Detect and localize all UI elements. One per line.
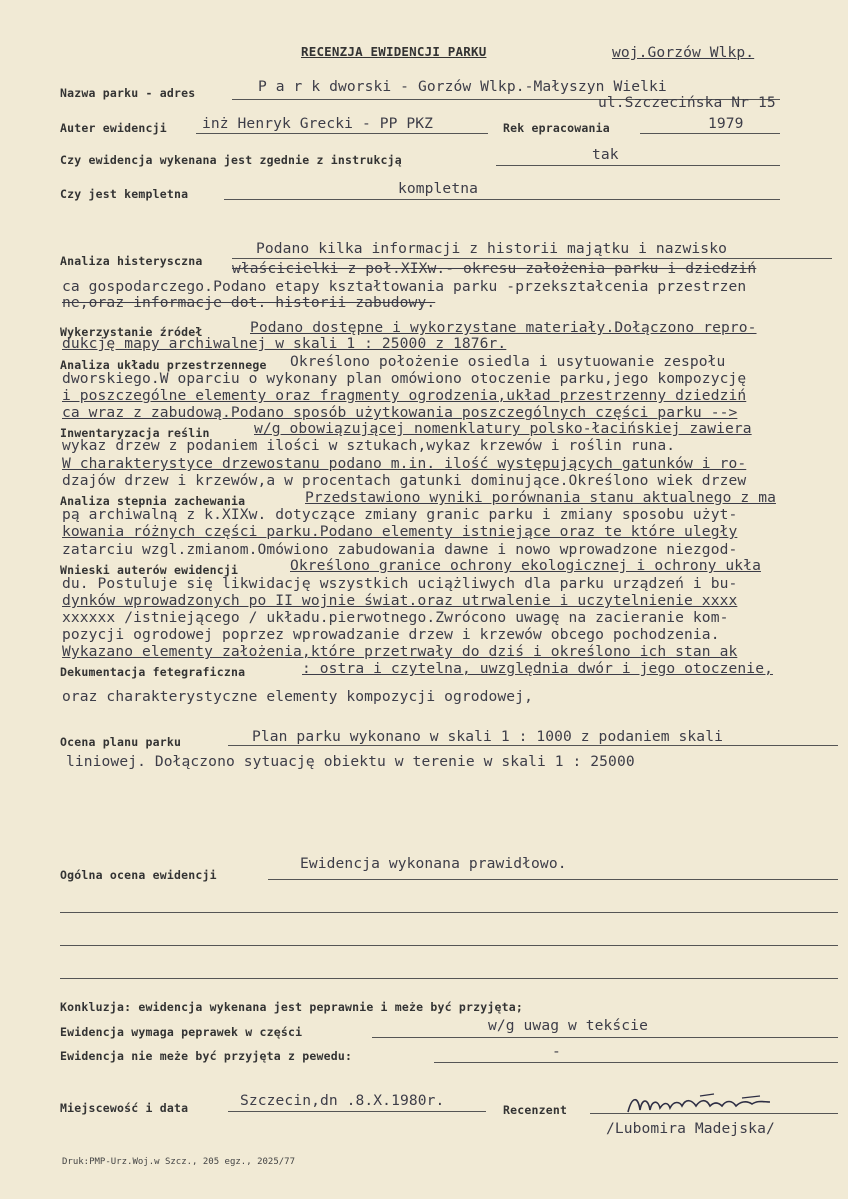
year-line (640, 133, 780, 134)
conclusion-line-2-value: w/g uwag w tekście (488, 1017, 648, 1034)
author-label: Auter ewidencji (60, 121, 167, 135)
place-label: Miejscewość i data (60, 1101, 189, 1115)
plan-label: Ocena planu parku (60, 735, 182, 749)
general-label: Ogólna ocena ewidencji (60, 868, 217, 882)
compliance-label: Czy ewidencja wykenana jest zgednie z instrukcją (60, 153, 402, 167)
form-title: RECENZJA EWIDENCJI PARKU (301, 44, 487, 59)
general-rule-2 (60, 912, 838, 913)
conclusion-line-3-value: - (552, 1043, 561, 1060)
park-name-label: Nazwa parku - adres (60, 86, 196, 100)
signature-image (622, 1090, 782, 1120)
author-line (196, 133, 488, 134)
conclusion-rule-3 (434, 1062, 838, 1063)
conclusions-line-5: pozycji ogrodowej poprzez wprowadzanie drzew i krzewów obcego pochodzenia. (62, 626, 720, 643)
year-label: Rek epracowania (503, 121, 610, 135)
plan-rule (228, 745, 838, 746)
year-value: 1979 (708, 115, 744, 132)
photo-label: Dekumentacja fetegraficzna (60, 665, 246, 679)
reviewer-label: Recenzent (503, 1103, 568, 1117)
sources-label: Wykerzystanie źródeł (60, 325, 203, 339)
sources-line-1: Podano dostępne i wykorzystane materiały.Dołączono repro- (250, 319, 757, 336)
spatial-line-2: dworskiego.W oparciu o wykonany plan omówiono otoczenie parku,jego kompozycję (62, 370, 747, 387)
place-rule (228, 1111, 486, 1112)
historical-line-1: Podano kilka informacji z historii majątku i nazwisko (256, 240, 727, 257)
condition-line-1: Przedstawiono wyniki porównania stanu aktualnego z ma (305, 489, 776, 506)
print-info: Druk:PMP-Urz.Woj.w Szcz., 205 egz., 2025/77 (62, 1157, 295, 1167)
plan-line-2: liniowej. Dołączono sytuację obiektu w terenie w skali 1 : 25000 (66, 753, 635, 770)
complete-label: Czy jest kempletna (60, 187, 189, 201)
historical-rule (232, 258, 832, 259)
place-value: Szczecin,dn .8.X.1980r. (240, 1092, 445, 1109)
spatial-line-1: Określono położenie osiedla i usytuowanie zespołu (290, 353, 726, 370)
conclusions-label: Wnieski auterów ewidencji (60, 563, 239, 577)
complete-value: kompletna (398, 180, 478, 197)
plants-line-4: dzajów drzew i krzewów,a w procentach gatunki dominujące.Określono wiek drzew (62, 472, 747, 489)
park-address-value: ul.Szczecińska Nr 15 (598, 94, 776, 111)
general-rule-4 (60, 978, 838, 979)
reviewer-name: /Lubomira Madejska/ (606, 1120, 775, 1137)
spatial-line-3: i poszczególne elementy oraz fragmenty ogrodzenia,układ przestrzenny dziedziń (62, 387, 747, 404)
compliance-line (496, 165, 780, 166)
park-name-value: P a r k dworski - Gorzów Wlkp.-Małyszyn Wielki (258, 78, 667, 95)
condition-line-2: pą archiwalną z k.XIXw. dotyczące zmiany granic parku i zmiany sposobu użyt- (62, 506, 738, 523)
spatial-label: Analiza układu przestrzennege (60, 358, 267, 372)
general-value: Ewidencja wykonana prawidłowo. (300, 855, 567, 872)
conclusion-line-2-label: Ewidencja wymaga peprawek w części (60, 1025, 303, 1039)
condition-line-4: zatarciu wzgl.zmianom.Omówiono zabudowania dawne i nowo wprowadzone niezgod- (62, 541, 738, 558)
spatial-line-4: ca wraz z zabudową.Podano sposób użytkowania poszczególnych części parku --> (62, 404, 738, 421)
general-rule-1 (268, 879, 838, 880)
conclusions-line-3: dynków wprowadzonych po II wojnie świat.oraz utrwalenie i uczytelnienie xxxx (62, 592, 738, 609)
conclusions-line-2: du. Postuluje się likwidację wszystkich uciążliwych dla parku urządzeń i bu- (62, 575, 738, 592)
historical-line-4: ne,oraz informacje dot. historii zabudowy. (62, 294, 436, 311)
condition-label: Analiza stepnia zachewania (60, 494, 246, 508)
compliance-value: tak (592, 146, 619, 163)
plants-line-3: W charakterystyce drzewostanu podano m.in. ilość występujących gatunków i ro- (62, 455, 747, 472)
conclusion-rule-2 (372, 1037, 838, 1038)
complete-line (224, 199, 780, 200)
conclusions-line-6: Wykazano elementy założenia,które przetrwały do dziś i określono ich stan ak (62, 643, 738, 660)
general-rule-3 (60, 945, 838, 946)
conclusions-line-4: xxxxxx /istniejącego / układu.pierwotnego.Zwrócono uwagę na zacieranie kom- (62, 609, 729, 626)
historical-line-3: ca gospodarczego.Podano etapy kształtowania parku -przekształcenia przestrzen (62, 278, 747, 295)
plants-label: Inwentaryzacja reślin (60, 426, 210, 440)
plants-line-1: w/g obowiązującej nomenklatury polsko-łacińskiej zawiera (254, 420, 752, 437)
region-value: woj.Gorzów Wlkp. (612, 44, 755, 61)
sources-line-2: dukcję mapy archiwalnej w skali 1 : 25000 z 1876r. (62, 335, 507, 352)
historical-label: Analiza histerysczna (60, 254, 203, 268)
photo-line-1: : ostra i czytelna, uwzględnia dwór i jego otoczenie, (302, 660, 773, 677)
conclusion-line-1: Konkluzja: ewidencja wykenana jest peprawnie i meże być przyjęta; (60, 1000, 524, 1014)
photo-line-2: oraz charakterystyczne elementy kompozycji ogrodowej, (62, 688, 533, 705)
plan-line-1: Plan parku wykonano w skali 1 : 1000 z podaniem skali (252, 728, 723, 745)
condition-line-3: kowania różnych części parku.Podano elementy istniejące oraz te które uległy (62, 523, 738, 540)
author-value: inż Henryk Grecki - PP PKZ (202, 115, 434, 132)
conclusions-line-1: Określono granice ochrony ekologicznej i ochrony ukła (290, 557, 761, 574)
conclusion-line-3-label: Ewidencja nie meże być przyjęta z pewedu: (60, 1049, 353, 1063)
plants-line-2: wykaz drzew z podaniem ilości w sztukach,wykaz krzewów i roślin runa. (62, 437, 676, 454)
historical-line-2: właścicielki z poł.XIXw.- okresu założenia parku i dziedziń (232, 260, 757, 277)
